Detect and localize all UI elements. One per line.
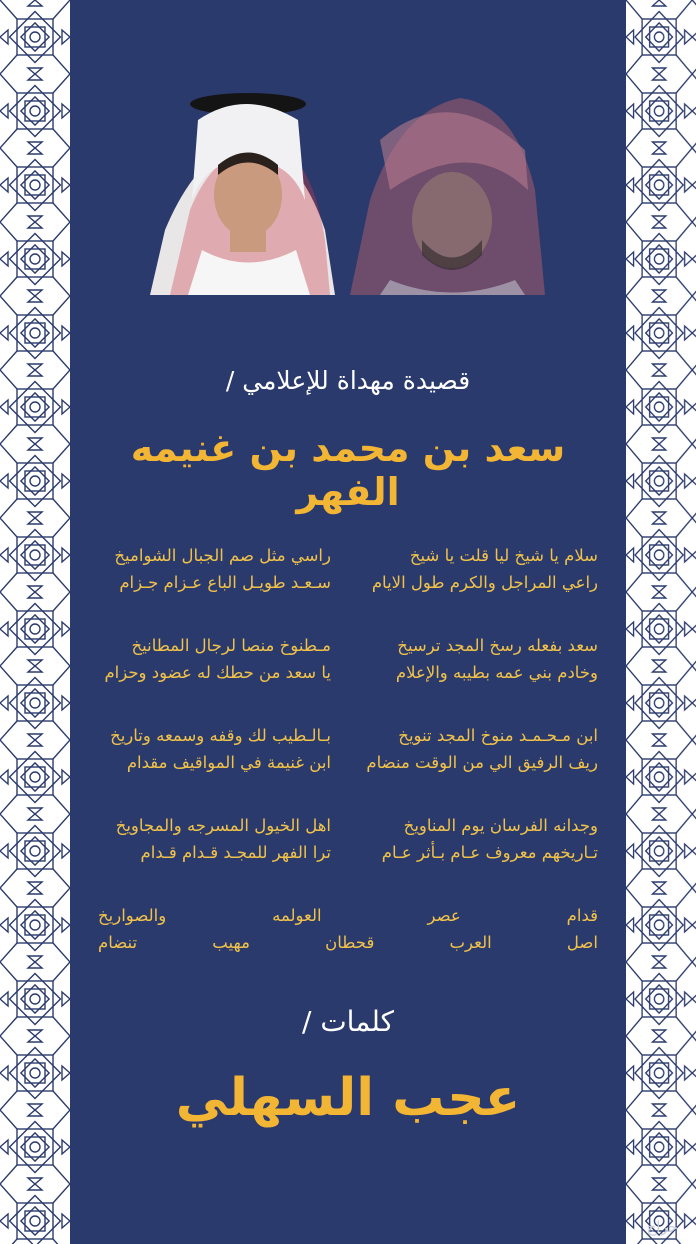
words-label: كلمات /: [301, 1005, 394, 1038]
dedication-heading: قصيدة مهداة للإعلامي /: [225, 366, 471, 395]
portraits-photo: [130, 80, 550, 295]
verse-line: وخادم بني عمه بطيبه والإعلام: [395, 663, 598, 682]
verse-line: ابن غنيمة في المواقيف مقدام: [126, 753, 331, 772]
verse-line: اهل الخيول المسرجه والمجاويخ: [115, 816, 331, 835]
verse-line: ابن مـحـمـد منوخ المجد تنويخ: [398, 726, 598, 745]
verse-line: اصل العرب قحطان مهيب تنضام: [98, 933, 598, 952]
verse-line: سعد بفعله رسخ المجد ترسيخ: [397, 636, 598, 655]
verse-line: سـعـد طويـل الباع عـزام جـزام: [119, 573, 331, 592]
verse-line: سلام يا شيخ ليا قلت يا شيخ: [409, 546, 598, 565]
left-ornament-border: [0, 0, 70, 1244]
closing-verse: [98, 902, 598, 956]
verse-4-right: [348, 812, 598, 866]
verse-3-left: [81, 722, 331, 776]
verse-line: وجدانه الفرسان يوم المناويخ: [403, 816, 598, 835]
verse-line: ريف الرفيق الي من الوقت منضام: [366, 753, 598, 772]
verse-line: تـاريخهم معروف عـام بـأثر عـام: [381, 843, 598, 862]
verse-1-right: [348, 542, 598, 596]
verse-line: قدام عصر العولمه والصواريخ: [98, 906, 598, 925]
watermark-logo: حراج: [646, 1218, 678, 1236]
verse-line: مـطنوخ منصا لرجال المطانيخ: [131, 636, 331, 655]
honoree-name: سعد بن محمد بن غنيمه الفهر: [130, 426, 566, 514]
verse-2-left: [81, 632, 331, 686]
verse-3-right: [348, 722, 598, 776]
verse-4-left: [81, 812, 331, 866]
verse-2-right: [348, 632, 598, 686]
verse-line: يا سعد من حطك له عضود وحزام: [104, 663, 331, 682]
verse-line: راسي مثل صم الجبال الشواميخ: [114, 546, 331, 565]
verse-line: بـالـطيب لك وقفه وسمعه وتاريخ: [110, 726, 331, 745]
portrait-left: [150, 93, 335, 295]
main-panel: [70, 0, 626, 1244]
verse-line: راعي المراجل والكرم طول الايام: [371, 573, 598, 592]
verse-line: ترا الفهر للمجـد قـدام قـدام: [140, 843, 331, 862]
verse-1-left: [81, 542, 331, 596]
right-ornament-border: [626, 0, 696, 1244]
poet-name: عجب السهلي: [175, 1068, 521, 1128]
portrait-right: [350, 98, 545, 295]
